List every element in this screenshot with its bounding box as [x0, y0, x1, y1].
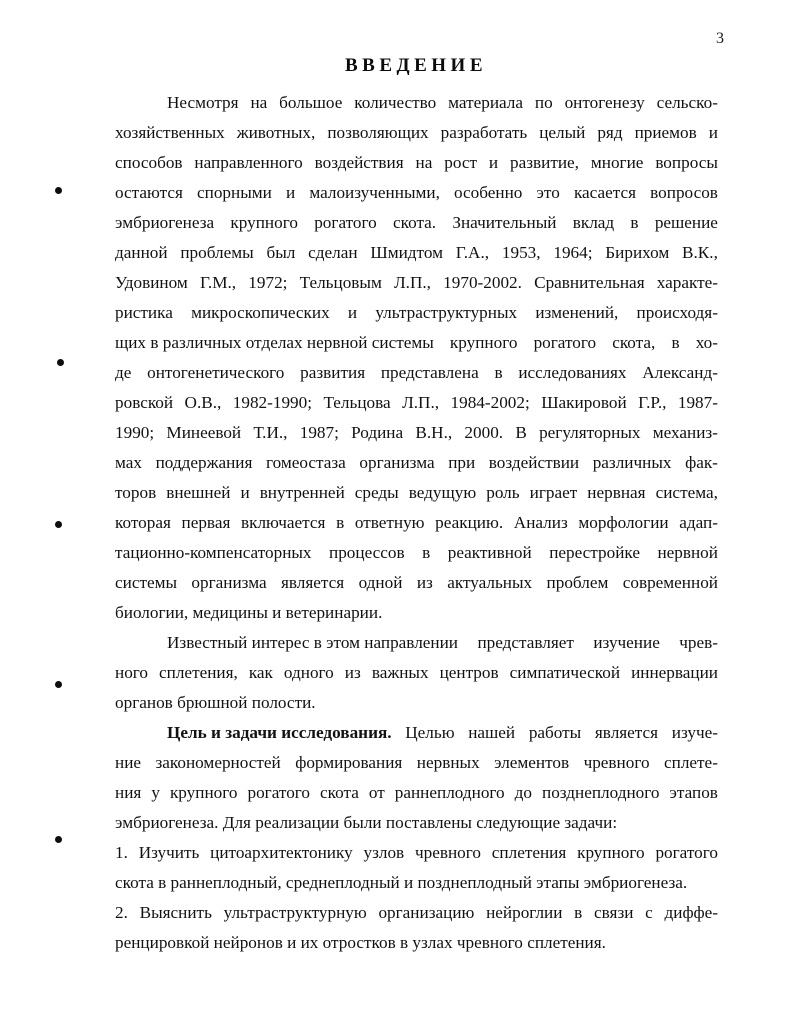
text-run: Несмотря	[167, 93, 239, 112]
text-run: вопросы	[655, 153, 718, 172]
text-run: хозяйственных	[115, 123, 225, 142]
text-run: тационно-компенсаторных	[115, 543, 312, 562]
text-run: Удовином	[115, 273, 188, 292]
text-line	[115, 478, 718, 508]
text-run: механиз-	[652, 423, 718, 442]
text-run: регуляторных	[539, 423, 641, 442]
text-run: касается	[573, 183, 637, 202]
text-run: решение	[654, 213, 718, 232]
text-run: изменений,	[535, 303, 619, 322]
text-run: гомеостаза	[266, 453, 346, 472]
text-run: до	[514, 783, 532, 802]
text-run: центров	[439, 663, 499, 682]
text-run: приемов	[634, 123, 697, 142]
text-run: Шакировой	[541, 393, 627, 412]
text-line: биологии, медицины и ветеринарии.	[115, 603, 383, 622]
text-line	[115, 298, 718, 328]
text-run: многие	[590, 153, 644, 172]
text-line: скота в раннеплодный, среднеплодный и позднеплодный этапы эмбриогенеза.	[115, 873, 688, 892]
text-run: 1953,	[501, 243, 541, 262]
text-run: вопросов	[650, 183, 718, 202]
text-run: Родина	[351, 423, 404, 442]
text-line	[115, 568, 718, 598]
page-title: ВВЕДЕНИЕ	[345, 55, 487, 76]
text-run: был	[266, 243, 296, 262]
text-run: и	[347, 303, 358, 322]
text-run: Тельцовым	[299, 273, 382, 292]
page-number: 3	[716, 30, 724, 47]
text-run: 1964;	[553, 243, 593, 262]
text-run: Бирихом	[605, 243, 670, 262]
text-run: направленного	[194, 153, 303, 172]
text-run: животных,	[236, 123, 316, 142]
text-run: малоизученными,	[309, 183, 440, 202]
text-run: закономерностей	[155, 753, 281, 772]
text-run: В.К.,	[682, 243, 718, 262]
text-run: нашей	[468, 723, 516, 742]
text-run: на	[415, 153, 433, 172]
text-run: это	[536, 183, 560, 202]
text-line	[115, 448, 718, 478]
text-run: процессов	[329, 543, 405, 562]
text-run: микроскопических	[191, 303, 330, 322]
text-line	[115, 778, 718, 808]
text-run: ристика	[115, 303, 173, 322]
text-line	[115, 538, 718, 568]
text-run: раннеплодного	[394, 783, 505, 802]
text-run: разработать	[440, 123, 528, 142]
text-line	[115, 718, 718, 748]
text-run: эмбриогенеза	[115, 213, 215, 232]
text-line	[115, 628, 718, 658]
text-run: способов	[115, 153, 183, 172]
text-run: реактивной	[447, 543, 532, 562]
text-run: в	[630, 213, 639, 232]
text-run: на	[250, 93, 268, 112]
text-run: сельско-	[656, 93, 718, 112]
text-run: организацию	[378, 903, 475, 922]
text-run: 1.	[115, 843, 128, 862]
text-run: одной	[358, 573, 403, 592]
text-line	[115, 208, 718, 238]
text-run: Значительный	[452, 213, 557, 232]
text-run: Изучить	[138, 843, 200, 862]
text-run: сплетения	[491, 843, 567, 862]
text-run: представлена	[380, 363, 479, 382]
text-line	[115, 418, 718, 448]
text-run: является	[281, 573, 345, 592]
text-run: системы	[115, 573, 178, 592]
text-run: ряд	[597, 123, 623, 142]
text-run: спорными	[197, 183, 272, 202]
text-run: представляет	[477, 633, 574, 652]
text-run: В.Н.,	[415, 423, 453, 442]
text-run: морфологии	[578, 513, 669, 532]
text-run: Выяснить	[139, 903, 212, 922]
text-run: проблем	[546, 573, 609, 592]
text-run: развития	[300, 363, 366, 382]
text-line	[115, 358, 718, 388]
text-run: ультраструктурных	[375, 303, 518, 322]
text-run: включается	[241, 513, 326, 532]
text-line: эмбриогенеза. Для реализации были поставлены следующие задачи:	[115, 813, 618, 832]
text-run: крупного	[577, 843, 645, 862]
text-run: иннервации	[631, 663, 718, 682]
text-run: сплете-	[664, 753, 718, 772]
text-run: система,	[655, 483, 718, 502]
text-run: и	[240, 483, 250, 502]
text-run: ответную	[354, 513, 425, 532]
text-run: материала	[448, 93, 524, 112]
text-line	[115, 148, 718, 178]
text-run: адап-	[679, 513, 718, 532]
text-run: ние	[115, 753, 142, 772]
text-run: скота,	[612, 333, 656, 352]
scan-speck	[57, 359, 64, 366]
text-run: Л.П.,	[402, 393, 440, 412]
text-run: поддержания	[155, 453, 253, 472]
text-run: рогатого	[655, 843, 718, 862]
text-run: данной	[115, 243, 168, 262]
text-run: из	[344, 663, 361, 682]
text-run: и	[286, 183, 296, 202]
text-run: ного	[115, 663, 149, 682]
text-run: характе-	[656, 273, 718, 292]
text-run: 1984-2002;	[450, 393, 530, 412]
text-run: развитие,	[510, 153, 579, 172]
text-run: и	[708, 123, 718, 142]
text-run: 2000.	[464, 423, 504, 442]
text-run: изучение	[593, 633, 660, 652]
text-run: в	[336, 513, 345, 532]
text-run: ния	[115, 783, 142, 802]
text-run: проблемы	[180, 243, 254, 262]
scan-speck	[55, 681, 62, 688]
text-run: Л.П.,	[394, 273, 431, 292]
text-run: ультраструктурную	[223, 903, 367, 922]
text-run: воздействия	[314, 153, 404, 172]
text-run: Известный интерес в этом направлении	[167, 633, 458, 652]
text-run: внешней	[166, 483, 231, 502]
text-run: рост	[444, 153, 478, 172]
text-run: роль	[486, 483, 520, 502]
text-run: Целью	[405, 723, 455, 742]
text-run: Шмидтом	[370, 243, 443, 262]
text-run: нервная	[587, 483, 646, 502]
text-run: торов	[115, 483, 157, 502]
text-run: 1982-1990;	[232, 393, 313, 412]
text-run: одного	[283, 663, 334, 682]
text-run: узлов	[363, 843, 405, 862]
text-run: 1987-	[677, 393, 718, 412]
text-line: ренцировкой нейронов и их отростков в узлах чревного сплетения.	[115, 933, 606, 952]
text-run: Анализ	[513, 513, 568, 532]
text-run: этапов	[669, 783, 718, 802]
text-run: цитоархитектонику	[210, 843, 353, 862]
text-line	[115, 238, 718, 268]
text-run: щих в различных отделах нервной системы	[115, 333, 434, 352]
text-run: нервной	[657, 543, 718, 562]
text-run: чрев-	[679, 633, 718, 652]
text-run: крупного	[449, 333, 518, 352]
text-run: организма	[359, 453, 435, 472]
text-line	[115, 838, 718, 868]
text-run: нервных	[416, 753, 480, 772]
text-run: у	[151, 783, 160, 802]
text-run: фак-	[685, 453, 718, 472]
text-run: как	[248, 663, 273, 682]
text-line	[115, 118, 718, 148]
text-run: Г.М.,	[199, 273, 237, 292]
text-run: рогатого	[247, 783, 310, 802]
text-run: из	[416, 573, 433, 592]
text-run: 1972;	[248, 273, 288, 292]
text-run: в	[494, 363, 503, 382]
text-run: мах	[115, 453, 142, 472]
text-run: скота	[320, 783, 359, 802]
text-run: в	[422, 543, 431, 562]
scan-speck	[55, 836, 62, 843]
text-run: количество	[354, 93, 437, 112]
text-run: большое	[279, 93, 343, 112]
text-run: Г.А.,	[455, 243, 490, 262]
text-run: с	[645, 903, 653, 922]
text-run: от	[368, 783, 385, 802]
text-line	[115, 388, 718, 418]
text-run: внутренней	[259, 483, 345, 502]
text-run: происходя-	[636, 303, 718, 322]
text-run: реакцию.	[435, 513, 504, 532]
text-line	[115, 508, 718, 538]
text-run: организма	[191, 573, 267, 592]
text-run: чревного	[414, 843, 481, 862]
scan-speck	[55, 187, 62, 194]
text-run: симпатической	[509, 663, 621, 682]
text-line	[115, 748, 718, 778]
text-run: остаются	[115, 183, 183, 202]
text-run: работы	[528, 723, 582, 742]
text-run: Т.И.,	[253, 423, 288, 442]
text-run: играет	[529, 483, 578, 502]
text-run: элементов	[494, 753, 570, 772]
text-run: Сравнительная	[534, 273, 645, 292]
text-run: сделан	[308, 243, 358, 262]
text-line	[115, 898, 718, 928]
text-run: крупного	[169, 783, 238, 802]
text-run: 1990;	[115, 423, 155, 442]
text-run: различных	[592, 453, 672, 472]
text-run: изуче-	[671, 723, 718, 742]
text-run: целый	[539, 123, 586, 142]
text-run: по	[534, 93, 553, 112]
text-run: исследованиях	[518, 363, 627, 382]
text-run: чревного	[583, 753, 650, 772]
text-run: В	[515, 423, 527, 442]
text-run: де	[115, 363, 132, 382]
text-run: сплетения,	[159, 663, 238, 682]
text-line	[115, 328, 718, 358]
text-run: ровской	[115, 393, 174, 412]
text-run: диффе-	[664, 903, 718, 922]
text-run: важных	[371, 663, 429, 682]
text-run: Александ-	[642, 363, 718, 382]
text-run: Тельцова	[323, 393, 391, 412]
text-run: 1970-2002.	[443, 273, 522, 292]
bold-run: Цель и задачи исследования.	[167, 723, 392, 742]
text-run: среды	[354, 483, 399, 502]
text-run: особенно	[454, 183, 523, 202]
text-run: актуальных	[447, 573, 533, 592]
text-line	[115, 268, 718, 298]
body-text	[115, 88, 718, 958]
text-run: позволяющих	[327, 123, 429, 142]
text-run: и	[488, 153, 499, 172]
text-run: 1987;	[299, 423, 339, 442]
text-run: перестройке	[549, 543, 640, 562]
text-run: при	[448, 453, 476, 472]
text-run: рогатого	[533, 333, 597, 352]
text-run: которая	[115, 513, 171, 532]
text-run: связи	[594, 903, 634, 922]
text-run: ведущую	[408, 483, 477, 502]
text-run: современной	[622, 573, 718, 592]
text-run: Г.Р.,	[638, 393, 667, 412]
text-run: вклад	[572, 213, 615, 232]
text-run: скота.	[392, 213, 437, 232]
text-run: в	[574, 903, 583, 922]
scan-speck	[55, 521, 62, 528]
text-line	[115, 178, 718, 208]
text-run: крупного	[230, 213, 298, 232]
text-run: позднеплодного	[542, 783, 660, 802]
text-run: формирования	[295, 753, 403, 772]
text-run: онтогенезу	[564, 93, 645, 112]
text-run: в	[671, 333, 680, 352]
text-line	[115, 88, 718, 118]
text-run: рогатого	[314, 213, 377, 232]
text-run: онтогенетического	[147, 363, 285, 382]
text-run: Минеевой	[166, 423, 242, 442]
text-run: является	[594, 723, 659, 742]
text-run: воздействии	[488, 453, 580, 472]
text-run: хо-	[695, 333, 718, 352]
text-run: 2.	[115, 903, 128, 922]
text-line	[115, 658, 718, 688]
text-run: нейроглии	[486, 903, 563, 922]
text-line: органов брюшной полости.	[115, 693, 316, 712]
text-run: О.В.,	[184, 393, 222, 412]
text-run: первая	[181, 513, 231, 532]
